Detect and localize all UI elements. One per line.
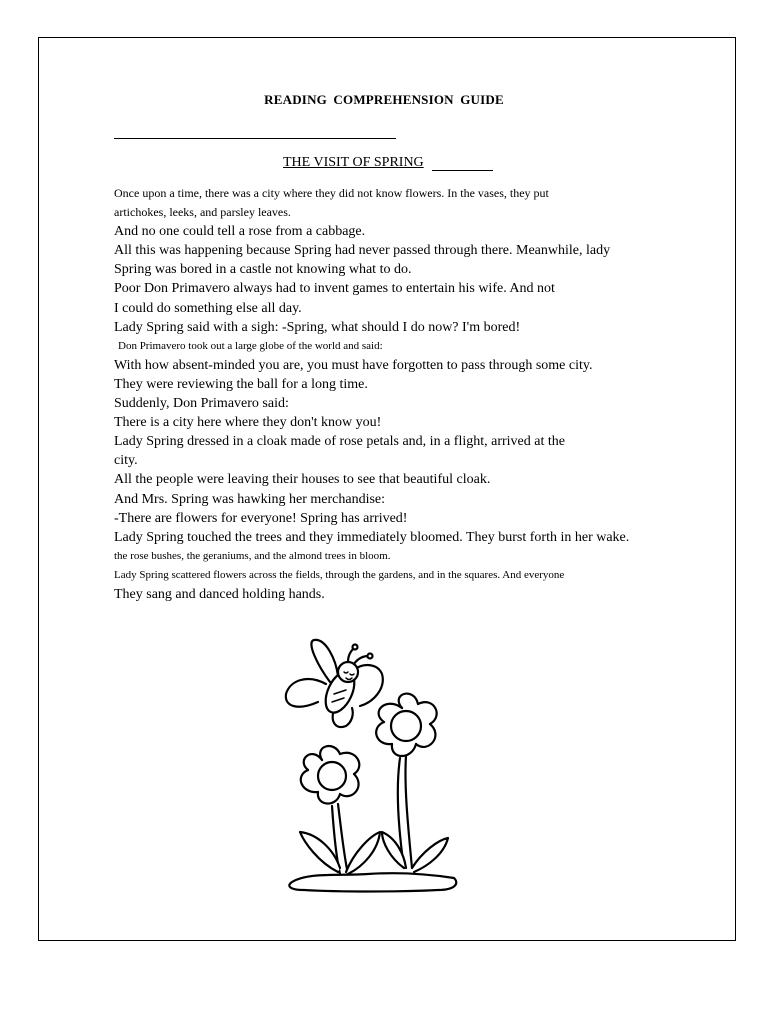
story-line: Suddenly, Don Primavero said: [114, 396, 289, 412]
story-line: -There are flowers for everyone! Spring has arrived! [114, 510, 408, 526]
story-line: city. [114, 453, 138, 469]
story-line: Lady Spring scattered flowers across the fields, through the gardens, and in the squares. And everyone [114, 568, 565, 581]
story-line: the rose bushes, the geraniums, and the almond trees in bloom. [114, 549, 391, 562]
name-blank-line [114, 138, 396, 139]
story-line: Don Primavero took out a large globe of the world and said: [118, 339, 383, 352]
story-line: And Mrs. Spring was hawking her merchandise: [114, 491, 386, 507]
story-line: Lady Spring said with a sigh: -Spring, what should I do now? I'm bored! [114, 319, 521, 335]
story-line: There is a city here where they don't know you! [114, 415, 382, 431]
butterfly-icon [286, 640, 383, 727]
story-line: Lady Spring touched the trees and they immediately bloomed. They burst forth in her wake. [114, 529, 630, 545]
story-text [114, 184, 674, 604]
story-line: artichokes, leeks, and parsley leaves. [114, 205, 291, 220]
story-line: Spring was bored in a castle not knowing what to do. [114, 262, 412, 278]
story-line: They were reviewing the ball for a long time. [114, 376, 368, 392]
story-line: Lady Spring dressed in a cloak made of rose petals and, in a flight, arrived at the [114, 434, 565, 450]
story-line: Poor Don Primavero always had to invent games to entertain his wife. And not [114, 281, 555, 297]
story-line: With how absent-minded you are, you must have forgotten to pass through some city. [114, 357, 593, 373]
story-title: THE VISIT OF SPRING [283, 155, 424, 170]
story-line: Once upon a time, there was a city where they did not know flowers. In the vases, they put [114, 186, 549, 200]
story-title-underline [432, 170, 493, 171]
story-line: I could do something else all day. [114, 300, 302, 316]
spring-illustration [278, 636, 470, 898]
story-line: All this was happening because Spring had never passed through there. Meanwhile, lady [114, 243, 611, 259]
story-line: All the people were leaving their houses to see that beautiful cloak. [114, 472, 491, 488]
document-title: READING COMPREHENSION GUIDE [264, 92, 504, 107]
story-line: They sang and danced holding hands. [114, 586, 325, 602]
story-line: And no one could tell a rose from a cabbage. [114, 224, 366, 240]
